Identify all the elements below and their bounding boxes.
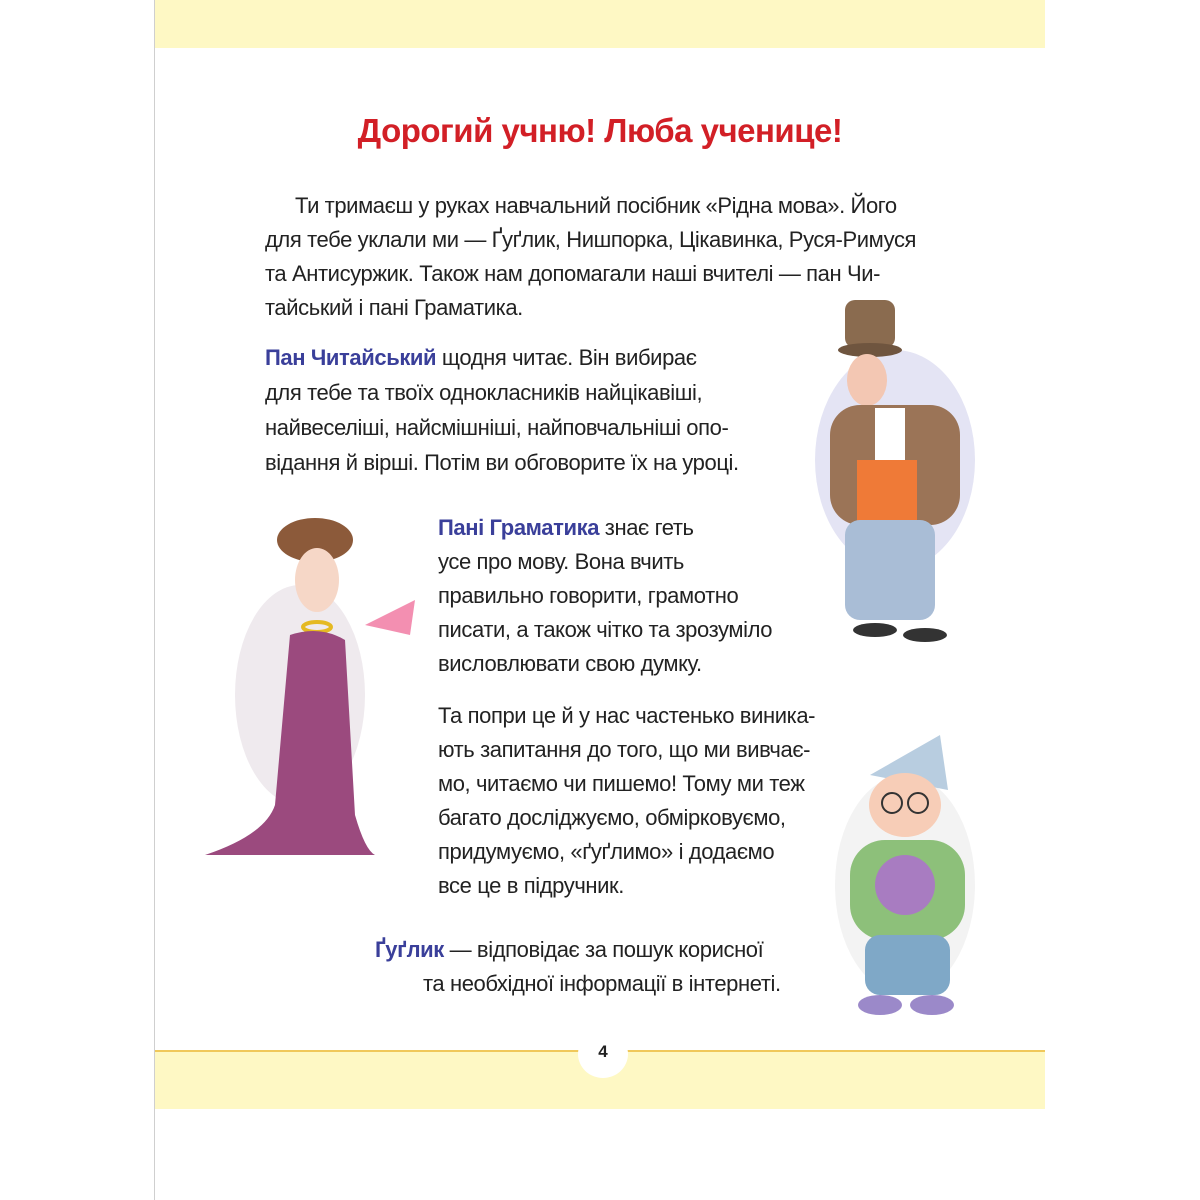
page-edge	[154, 0, 155, 1200]
text-line	[265, 261, 880, 287]
text-line	[438, 703, 815, 729]
line-text: для тебе та твоїх однокласників найцікавіші,	[265, 380, 703, 405]
text-line	[438, 583, 738, 609]
line-text: придумуємо, «ґуґлимо» і додаємо	[438, 839, 775, 864]
text-line	[438, 617, 772, 643]
top-band	[155, 0, 1045, 48]
text-line	[438, 737, 810, 763]
text-line	[438, 651, 702, 677]
line-text: найвеселіші, найсмішніші, найповчальніші опо-	[265, 415, 729, 440]
text-line	[438, 839, 774, 865]
text-line	[438, 873, 624, 899]
line-text: щодня читає. Він вибирає	[436, 345, 697, 370]
line-text: правильно говорити, грамотно	[438, 583, 739, 608]
page-number: 4	[578, 1030, 628, 1078]
text-line	[265, 380, 702, 406]
line-text: Ти тримаєш у руках навчальний посібник «Рідна мова». Його	[295, 193, 897, 218]
line-text: багато досліджуємо, обмірковуємо,	[438, 805, 786, 830]
text-line	[438, 805, 786, 831]
text-line	[438, 549, 684, 575]
line-text: все це в підручник.	[438, 873, 624, 898]
text-line	[438, 515, 694, 541]
line-text: ють запитання до того, що ми вивчає-	[438, 737, 811, 762]
line-text: Та попри це й у нас частенько виника-	[438, 703, 816, 728]
line-text: — відповідає за пошук корисної	[443, 937, 764, 962]
line-text: мо, читаємо чи пишемо! Тому ми теж	[438, 771, 805, 796]
text-line	[265, 450, 739, 476]
line-text: усе про мову. Вона вчить	[438, 549, 684, 574]
character-name: Ґуґлик	[375, 937, 444, 962]
illustration-pani-hramatyka	[205, 515, 430, 860]
character-name: Пан Читайський	[265, 345, 437, 370]
line-text: тайський і пані Граматика.	[265, 295, 523, 320]
illustration-guglyk	[820, 735, 990, 1020]
illustration-pan-chytaiskyi	[805, 300, 975, 645]
line-text: та необхідної інформації в інтернеті.	[423, 971, 781, 996]
line-text: висловлювати свою думку.	[438, 651, 702, 676]
line-text: для тебе уклали ми — Ґуґлик, Нишпорка, Цікавинка, Руся-Римуся	[265, 227, 917, 252]
character-name: Пані Граматика	[438, 515, 600, 540]
line-text: та Антисуржик. Також нам допомагали наші вчителі — пан Чи-	[265, 261, 881, 286]
text-line	[265, 345, 697, 371]
text-line	[375, 937, 763, 963]
line-text: знає геть	[599, 515, 694, 540]
text-line	[265, 295, 523, 321]
text-line	[265, 415, 728, 441]
text-line	[423, 971, 781, 997]
line-text: відання й вірші. Потім ви обговорите їх на уроці.	[265, 450, 739, 475]
text-line	[265, 227, 916, 253]
page-title: Дорогий учню! Люба ученице!	[357, 112, 843, 149]
text-line	[295, 193, 897, 219]
line-text: писати, а також чітко та зрозуміло	[438, 617, 773, 642]
text-line	[438, 771, 805, 797]
